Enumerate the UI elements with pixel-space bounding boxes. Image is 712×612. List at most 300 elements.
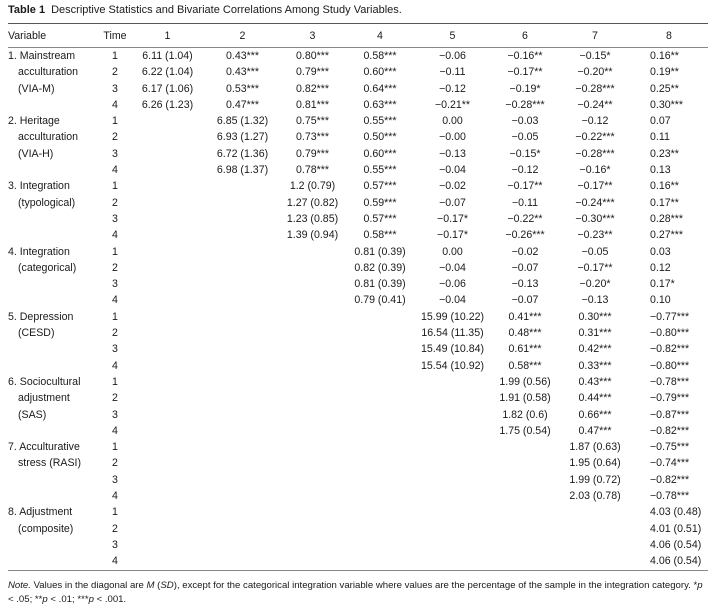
empty-cell [345, 309, 415, 325]
value-cell: −0.28*** [505, 98, 545, 111]
value-cell: −0.23** [577, 229, 613, 242]
value-cell: −0.04 [439, 294, 466, 307]
value-cell: 0.00 [442, 115, 463, 128]
empty-cell [490, 472, 560, 488]
empty-cell [280, 341, 345, 357]
note-text: Values in the diagonal are [30, 580, 147, 591]
empty-cell [415, 407, 490, 423]
table-row [8, 48, 708, 65]
value-cell: 0.53*** [226, 82, 259, 95]
empty-cell [415, 374, 490, 390]
empty-cell [560, 504, 630, 520]
table-row [8, 553, 708, 570]
table-row [8, 488, 708, 504]
value-cell: 6.11 (1.04) [142, 50, 193, 62]
variable-label [8, 439, 100, 504]
value-cell: 4.01 (0.51) [650, 522, 702, 535]
value-cell: −0.75*** [650, 441, 690, 454]
empty-cell [205, 423, 280, 439]
empty-cell [130, 341, 205, 357]
table-row [8, 358, 708, 374]
value-cell: 4.06 (0.54) [650, 555, 702, 568]
empty-cell [130, 521, 205, 537]
empty-cell [280, 309, 345, 325]
value-cell: −0.17* [437, 229, 468, 242]
empty-cell [205, 390, 280, 406]
empty-cell [205, 504, 280, 520]
value-cell: −0.78*** [650, 375, 690, 388]
empty-cell [130, 537, 205, 553]
empty-cell [205, 227, 280, 243]
value-cell: −0.17** [507, 180, 543, 193]
note-text: < .05; ** [8, 594, 43, 605]
table-row [8, 129, 708, 145]
value-cell: 6.17 (1.06) [141, 82, 194, 95]
empty-cell [280, 358, 345, 374]
value-cell: −0.13 [439, 147, 466, 160]
value-cell: 6.22 (1.04) [141, 66, 194, 79]
value-cell: −0.07 [439, 196, 466, 209]
variable-label-line: stress (RASI) [18, 457, 81, 470]
value-cell: 0.79 (0.41) [354, 294, 406, 307]
value-cell: 0.80*** [296, 50, 329, 62]
empty-cell [130, 390, 205, 406]
value-cell: 0.43*** [226, 66, 259, 79]
empty-cell [280, 472, 345, 488]
table-header [8, 24, 708, 48]
value-cell: 6.26 (1.23) [141, 98, 194, 111]
empty-cell [345, 407, 415, 423]
value-cell: 0.17* [650, 278, 675, 291]
value-cell: 0.00 [442, 245, 463, 258]
table-row [8, 374, 708, 390]
time-cell: 4 [112, 229, 118, 242]
value-cell: −0.05 [581, 245, 609, 258]
value-cell: 0.23** [650, 147, 679, 160]
value-cell: 0.19** [650, 66, 679, 79]
variable-label-line: 4. Integration [8, 245, 70, 258]
variable-label [8, 48, 100, 114]
empty-cell [205, 553, 280, 570]
empty-cell [205, 521, 280, 537]
column-header: 6 [522, 29, 528, 42]
empty-cell [130, 309, 205, 325]
value-cell: 0.28*** [650, 212, 683, 225]
table-row [8, 341, 708, 357]
empty-cell [415, 521, 490, 537]
empty-cell [205, 472, 280, 488]
correlation-table [8, 23, 708, 571]
empty-cell [490, 488, 560, 504]
empty-cell [130, 113, 205, 129]
table-row [8, 325, 708, 341]
empty-cell [130, 276, 205, 292]
table-row [8, 521, 708, 537]
value-cell: −0.22*** [575, 131, 615, 144]
empty-cell [345, 358, 415, 374]
table-row [8, 455, 708, 471]
column-header: 7 [592, 29, 598, 42]
table-row [8, 309, 708, 325]
value-cell: 0.57*** [363, 212, 397, 225]
time-cell: 2 [112, 261, 118, 274]
value-cell: 1.27 (0.82) [286, 196, 339, 209]
value-cell: −0.24*** [575, 196, 615, 209]
value-cell: −0.06 [439, 278, 466, 291]
value-cell: −0.04 [439, 164, 466, 177]
empty-cell [130, 472, 205, 488]
value-cell: 0.79*** [296, 66, 329, 79]
empty-cell [280, 260, 345, 276]
variable-label-line: (SAS) [18, 408, 47, 421]
column-header: Time [103, 29, 127, 42]
table-row [8, 162, 708, 178]
empty-cell [130, 178, 205, 194]
column-header: 3 [309, 29, 316, 42]
table-row [8, 276, 708, 292]
value-cell: 1.39 (0.94) [286, 229, 339, 242]
empty-cell [345, 325, 415, 341]
table-row [8, 244, 708, 260]
time-cell: 4 [112, 359, 118, 372]
variable-label-line: 1. Mainstream [8, 50, 76, 62]
variable-label [8, 113, 100, 178]
table-caption [8, 4, 402, 16]
value-cell: −0.82*** [650, 473, 690, 486]
empty-cell [130, 553, 205, 570]
value-cell: −0.22** [507, 212, 543, 225]
value-cell: 0.60*** [363, 147, 397, 160]
empty-cell [490, 439, 560, 455]
value-cell: −0.02 [511, 245, 539, 258]
time-cell: 1 [112, 180, 118, 193]
column-header: 2 [239, 29, 246, 42]
table-row [8, 146, 708, 162]
empty-cell [280, 439, 345, 455]
table-row [8, 407, 708, 423]
column-header: 8 [666, 29, 672, 42]
empty-cell [205, 407, 280, 423]
empty-cell [205, 178, 280, 194]
time-cell: 4 [112, 555, 118, 568]
value-cell: 0.10 [650, 294, 671, 307]
value-cell: 0.31*** [578, 327, 612, 340]
empty-cell [130, 227, 205, 243]
value-cell: −0.12 [581, 115, 609, 128]
value-cell: 0.12 [650, 261, 671, 274]
empty-cell [130, 292, 205, 308]
value-cell: 0.58*** [508, 359, 542, 372]
empty-cell [345, 472, 415, 488]
empty-cell [205, 341, 280, 357]
value-cell: 4.03 (0.48) [650, 506, 702, 519]
value-cell: −0.15* [509, 147, 541, 160]
empty-cell [415, 537, 490, 553]
variable-label-line: 6. Sociocultural [8, 375, 81, 388]
table-row [8, 81, 708, 97]
value-cell: 0.47*** [578, 424, 612, 437]
empty-cell [280, 244, 345, 260]
value-cell: −0.00 [439, 131, 466, 144]
value-cell: −0.17** [577, 261, 613, 274]
value-cell: −0.13 [511, 278, 539, 291]
time-cell: 1 [112, 441, 118, 454]
value-cell: 0.81 (0.39) [354, 245, 406, 258]
value-cell: −0.15* [579, 50, 611, 62]
variable-label [8, 309, 100, 374]
variable-label-line: 5. Depression [8, 310, 74, 323]
value-cell: 0.79*** [296, 147, 329, 160]
time-cell: 1 [112, 375, 118, 388]
time-cell: 2 [112, 457, 118, 470]
empty-cell [130, 358, 205, 374]
empty-cell [280, 407, 345, 423]
empty-cell [345, 341, 415, 357]
empty-cell [490, 521, 560, 537]
value-cell: 2.03 (0.78) [569, 490, 621, 503]
note-text: M [146, 580, 155, 591]
value-cell: 0.50*** [363, 131, 397, 144]
empty-cell [415, 488, 490, 504]
value-cell: −0.07 [511, 261, 539, 274]
time-cell: 4 [112, 294, 118, 307]
variable-label-line: 3. Integration [8, 180, 70, 193]
value-cell: −0.13 [581, 294, 609, 307]
table-row [8, 178, 708, 194]
value-cell: −0.11 [439, 66, 466, 79]
empty-cell [280, 390, 345, 406]
empty-cell [205, 325, 280, 341]
time-cell: 2 [112, 392, 118, 405]
value-cell: −0.12 [511, 164, 539, 177]
table-row [8, 292, 708, 308]
variable-label-line: adjustment [18, 392, 70, 405]
variable-label-line: (categorical) [18, 261, 77, 274]
value-cell: 1.99 (0.56) [499, 375, 551, 388]
column-header: Variable [8, 29, 47, 42]
value-cell: 0.42*** [578, 343, 612, 356]
empty-cell [205, 260, 280, 276]
value-cell: −0.19* [509, 82, 541, 95]
value-cell: 0.75*** [296, 115, 329, 128]
table-row [8, 390, 708, 406]
empty-cell [280, 374, 345, 390]
value-cell: 1.23 (0.85) [286, 212, 339, 225]
empty-cell [345, 374, 415, 390]
value-cell: 0.59*** [363, 196, 397, 209]
empty-cell [415, 553, 490, 570]
empty-cell [345, 521, 415, 537]
variable-label-line: (typological) [18, 196, 76, 209]
table-row [8, 423, 708, 439]
empty-cell [490, 553, 560, 570]
empty-cell [345, 455, 415, 471]
note-text: < .01; *** [47, 594, 89, 605]
empty-cell [205, 309, 280, 325]
empty-cell [205, 358, 280, 374]
empty-cell [130, 439, 205, 455]
value-cell: −0.26*** [505, 229, 545, 242]
value-cell: −0.07 [511, 294, 539, 307]
value-cell: 1.75 (0.54) [499, 424, 551, 437]
table-number: Table 1 [8, 4, 46, 16]
empty-cell [205, 292, 280, 308]
table-row [8, 260, 708, 276]
value-cell: −0.30*** [575, 212, 615, 225]
value-cell: 1.91 (0.58) [499, 392, 551, 405]
empty-cell [130, 146, 205, 162]
column-header: 5 [449, 29, 456, 42]
value-cell: −0.77*** [650, 310, 690, 323]
value-cell: −0.79*** [650, 392, 690, 405]
variable-label-line: (VIA-M) [18, 82, 55, 95]
value-cell: −0.82*** [650, 424, 690, 437]
value-cell: 0.81 (0.39) [354, 278, 406, 291]
column-header: 1 [164, 29, 171, 42]
value-cell: −0.24** [577, 98, 613, 111]
value-cell: 0.44*** [578, 392, 612, 405]
value-cell: −0.04 [439, 261, 466, 274]
empty-cell [415, 472, 490, 488]
empty-cell [415, 439, 490, 455]
empty-cell [280, 488, 345, 504]
time-cell: 3 [112, 538, 118, 551]
value-cell: 6.93 (1.27) [216, 131, 269, 144]
value-cell: −0.87*** [650, 408, 690, 421]
value-cell: 0.58*** [363, 50, 397, 62]
empty-cell [205, 211, 280, 227]
value-cell: 0.17** [650, 196, 679, 209]
variable-label-line: (CESD) [18, 327, 55, 340]
time-cell: 4 [112, 164, 118, 177]
variable-label-line: (VIA-H) [18, 147, 54, 160]
value-cell: −0.74*** [650, 457, 690, 470]
value-cell: 0.66*** [578, 408, 612, 421]
value-cell: 15.99 (10.22) [420, 310, 485, 323]
time-cell: 4 [112, 98, 118, 111]
value-cell: 0.16** [650, 50, 679, 62]
time-cell: 2 [112, 327, 118, 340]
value-cell: 0.55*** [363, 164, 397, 177]
time-cell: 1 [112, 115, 118, 128]
time-cell: 2 [112, 196, 118, 209]
value-cell: 0.57*** [363, 180, 397, 193]
table-row [8, 504, 708, 520]
value-cell: −0.16** [507, 50, 543, 62]
time-cell: 3 [112, 82, 118, 95]
empty-cell [205, 455, 280, 471]
empty-cell [280, 504, 345, 520]
time-cell: 3 [112, 408, 118, 421]
value-cell: 0.48*** [508, 327, 542, 340]
variable-label [8, 504, 100, 570]
value-cell: 0.60*** [363, 66, 397, 79]
empty-cell [205, 374, 280, 390]
value-cell: −0.06 [439, 50, 466, 62]
empty-cell [560, 521, 630, 537]
empty-cell [205, 439, 280, 455]
value-cell: −0.16* [579, 164, 611, 177]
value-cell: 6.98 (1.37) [216, 164, 269, 177]
value-cell: 0.27*** [650, 229, 683, 242]
value-cell: −0.11 [511, 196, 539, 209]
note-text: p [697, 580, 703, 591]
value-cell: 0.43*** [578, 375, 612, 388]
value-cell: −0.20* [579, 278, 611, 291]
empty-cell [205, 537, 280, 553]
value-cell: 0.55*** [363, 115, 397, 128]
time-cell: 4 [112, 424, 118, 437]
value-cell: −0.80*** [650, 327, 690, 340]
table-row [8, 211, 708, 227]
empty-cell [280, 423, 345, 439]
value-cell: 0.11 [650, 131, 670, 144]
value-cell: 6.72 (1.36) [216, 147, 269, 160]
note-text: p [88, 594, 94, 605]
time-cell: 3 [112, 278, 118, 291]
note-text: < .001. [93, 594, 127, 605]
correlation-table-container [8, 23, 708, 571]
value-cell: 1.95 (0.64) [569, 457, 621, 470]
note-text: ( [154, 580, 161, 591]
empty-cell [280, 553, 345, 570]
empty-cell [280, 292, 345, 308]
empty-cell [130, 162, 205, 178]
empty-cell [205, 195, 280, 211]
value-cell: −0.21** [434, 98, 471, 111]
value-cell: 0.58*** [363, 229, 397, 242]
value-cell: −0.80*** [650, 359, 690, 372]
time-cell: 2 [112, 66, 118, 79]
time-cell: 1 [112, 310, 118, 323]
empty-cell [345, 504, 415, 520]
empty-cell [345, 423, 415, 439]
variable-label [8, 178, 100, 243]
variable-label-line: acculturation [18, 66, 79, 79]
empty-cell [415, 390, 490, 406]
value-cell: −0.28*** [575, 82, 615, 95]
value-cell: 1.82 (0.6) [502, 408, 548, 421]
variable-label-line: (composite) [18, 522, 74, 535]
time-cell: 1 [112, 506, 118, 519]
value-cell: 15.54 (10.92) [420, 359, 485, 372]
variable-label-line: 8. Adjustment [8, 506, 73, 519]
empty-cell [130, 195, 205, 211]
empty-cell [415, 504, 490, 520]
variable-label [8, 374, 100, 439]
empty-cell [490, 455, 560, 471]
table-row [8, 227, 708, 243]
value-cell: 4.06 (0.54) [650, 538, 702, 551]
note-text: p [42, 594, 48, 605]
variable-label [8, 244, 100, 309]
value-cell: 0.47*** [226, 98, 259, 111]
time-cell: 1 [112, 245, 118, 258]
time-cell: 4 [112, 490, 118, 503]
empty-cell [345, 553, 415, 570]
value-cell: −0.28*** [575, 147, 615, 160]
value-cell: 0.30*** [578, 310, 612, 323]
value-cell: 0.03 [650, 245, 671, 258]
value-cell: 1.2 (0.79) [289, 180, 336, 193]
value-cell: −0.17** [577, 180, 613, 193]
time-cell: 2 [112, 131, 118, 144]
value-cell: −0.02 [439, 180, 466, 193]
value-cell: 0.25** [650, 82, 679, 95]
value-cell: −0.78*** [650, 490, 690, 503]
empty-cell [280, 537, 345, 553]
empty-cell [560, 553, 630, 570]
